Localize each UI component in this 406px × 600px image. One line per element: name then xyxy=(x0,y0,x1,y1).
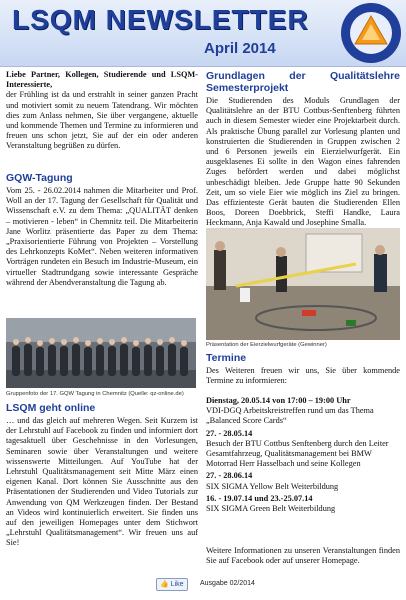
project-photo-caption: Präsentation der Eierzielwurfgeräte (Gewinner) xyxy=(206,342,327,348)
gqw-text: Vom 25. - 26.02.2014 nahmen die Mitarbeiter und Prof. Woll an der 17. Tagung der Gesellschaft für Qualität und Wissenschaft e.V. zu dem Thema: „QUALITÄT denken – motivieren - leben“ in Chemnitz teil. Die Mitarbeiterin Jane Worlitz präsentierte das Paper zu dem Thema: „Praxisorientierte Führung von Projekten – Vorstellung des Lehrkonzepts KoMet“. Neben weiteren informativen Vorträgen rundeten ein Besuch im Industrie-Museum, ein virtueller Stadtrundgang sowie interessante Gespräche während der Abendveranstaltung die Tagung ab. xyxy=(6,186,198,287)
greeting: Liebe Partner, Kollegen, Studierende und LSQM-Interessierte, xyxy=(6,70,198,90)
group-photo xyxy=(6,318,196,388)
event-item xyxy=(206,471,400,491)
thumbs-up-icon: 👍 xyxy=(160,581,169,588)
online-text: … und das gleich auf mehreren Wegen. Seit Kurzem ist der Lehrstuhl auf Facebook zu finden und informiert dort tagesaktuell über Geschehnisse in den Vorlesungen, Seminaren sowie über Veranstaltungen und weitere wissenswerte Mitteilungen. Auf YouTube hat der Lehrstuhl Qualitätsmanagement seit Mitte März einen eigenen Kanal. Dort können Sie Ausschnitte aus den Präsentationen der Studierenden und Video Tutorials zur Anwendung von QM Werkzeugen finden. Der Bestand an Videos wird kontinuierlich erweitert. Sie finden uns auf den jeweiligen Homepages unter dem Stichwort „Lehrstuhl Qualitätsmanagement“. Wir freuen uns auf Sie! xyxy=(6,416,198,548)
termine-intro: Des Weiteren freuen wir uns, Sie über kommende Termine zu informieren: xyxy=(206,366,400,386)
event-description: VDI-DGQ Arbeitskreistreffen rund um das Thema „Balanced Score Cards“ xyxy=(206,406,374,426)
like-label: Like xyxy=(170,581,184,588)
event-item xyxy=(206,494,400,514)
online-section xyxy=(6,402,198,549)
online-heading: LSQM geht online xyxy=(6,402,96,414)
termine-outro-section xyxy=(206,546,400,566)
event-description: SIX SIGMA Yellow Belt Weiterbildung xyxy=(206,481,339,491)
issue-date: April 2014 xyxy=(204,40,276,57)
event-description: Besuch der BTU Cottbus Senftenberg durch den Leiter Gesamtfahrzeug, Qualitätsmanagement bei BMW Motorrad Herr Hasselbach und seine Kollegen xyxy=(206,438,389,469)
termine-outro: Weitere Informationen zu unseren Veranstaltungen finden Sie auf Facebook oder auf unserer Homepage. xyxy=(206,546,400,566)
newsletter-title: LSQM NEWSLETTER xyxy=(12,4,309,35)
facebook-like-button[interactable] xyxy=(156,578,188,591)
event-date: 27. - 28.05.14 xyxy=(206,428,253,438)
gqw-section xyxy=(6,172,198,288)
termine-section xyxy=(206,352,400,386)
event-date: Dienstag, 20.05.14 von 17:00 – 19:00 Uhr xyxy=(206,396,351,405)
semester-section xyxy=(206,70,400,229)
gqw-heading: GQW-Tagung xyxy=(6,172,73,184)
intro-section xyxy=(6,70,198,152)
intro-text: der Frühling ist da und erstrahlt in seiner ganzen Pracht und motiviert somit zu neuem Tatendrang. Wir möchten dies zum Anlass nehmen, Sie über vergangene, aktuelle und kommende Themen und Termine zu informieren und freuen uns schon jetzt, Sie auf der ein oder anderen Veranstaltung begrüßen zu dürfen. xyxy=(6,90,198,151)
events-list xyxy=(206,396,400,516)
event-item xyxy=(206,429,400,470)
termine-heading: Termine xyxy=(206,352,247,364)
group-photo-caption: Gruppenfoto der 17. GQW Tagung in Chemnitz (Quelle: qz-online.de) xyxy=(6,391,184,397)
event-date: 16. - 19.07.14 und 23.-25.07.14 xyxy=(206,493,313,503)
semester-text: Die Studierenden des Moduls Grundlagen der Qualitätslehre an der BTU Cottbus-Senftenberg führten auch in diesem Semester wieder eine Projektarbeit durch. Als praktische Übung parallel zur Vorlesung planten und konstruierten die Studierenden in Gruppen zwischen 2 und 6 Personen jeweils ein Eierzielwurfgerät. Ein ausgeklasenes Ei sollte in den Wagon eines fahrenden Zuges befördert werden und dabei möglichst unbeschädigt bleiben. Jede Gruppe hatte 90 Sekunden Zeit, um so viele Eier wie möglich ins Ziel zu bringen. Das effizienteste Gerät bauten die Studierenden Ellen Boos, Doreen Doebbrick, Steffi Handke, Laura Heckmann, Anja Kawald und Josephine Smalla. xyxy=(206,96,400,228)
footer-issue-label: Ausgabe 02/2014 xyxy=(200,580,255,587)
quality-management-logo-icon xyxy=(340,2,402,64)
project-photo xyxy=(206,228,400,340)
event-date: 27. - 28.06.14 xyxy=(206,471,253,481)
event-description: SIX SIGMA Green Belt Weiterbildung xyxy=(206,504,336,514)
semester-heading: Grundlagen der Qualitätslehre Semesterprojekt xyxy=(206,70,400,94)
event-item xyxy=(206,396,400,427)
